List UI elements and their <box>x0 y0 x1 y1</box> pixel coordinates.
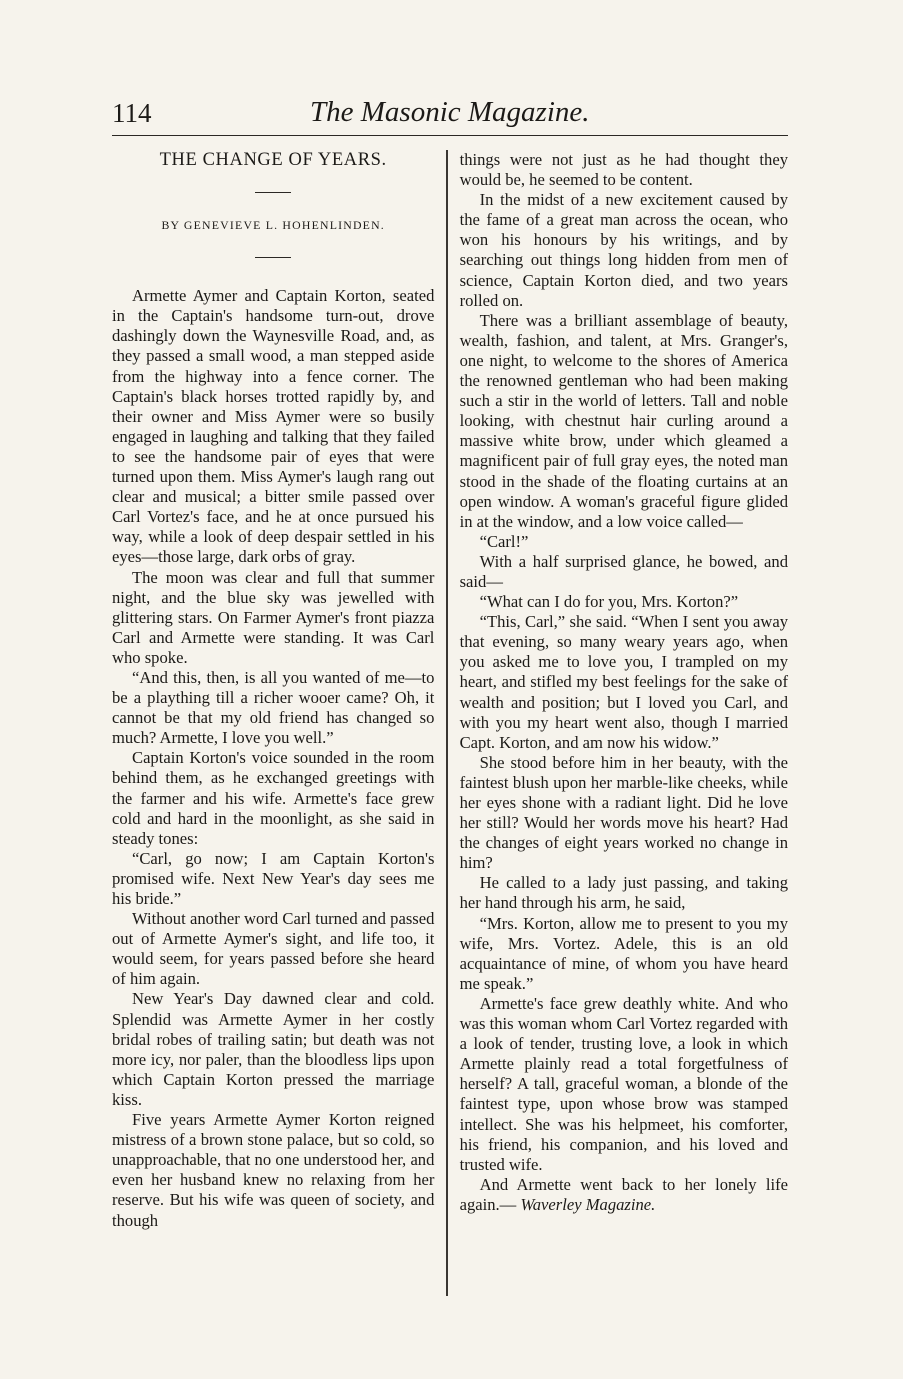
paragraph: “Mrs. Korton, allow me to present to you my wife, Mrs. Vortez. Adele, this is an old acquaintance of mine, of whom you have heard me speak.” <box>459 913 788 993</box>
paragraph: He called to a lady just passing, and taking her hand through his arm, he said, <box>459 873 788 913</box>
running-title: The Masonic Magazine. <box>310 96 590 128</box>
paragraph: Armette's face grew deathly white. And who was this woman whom Carl Vortez regarded with a look of tender, trusting love, a look in which Armette plainly read a total forgetfulness of herself? A tall, graceful woman, a blonde of the faintest type, upon whose brow was stamped intellect. She was his helpmeet, his comforter, his friend, his companion, and his loved and trusted wife. <box>459 993 788 1174</box>
article-columns <box>112 150 788 1296</box>
paragraph: “And this, then, is all you wanted of me—to be a plaything till a richer wooer came? Oh, it cannot be that my old friend has changed so much? Armette, I love you well.” <box>112 667 435 748</box>
closing-paragraph <box>460 1175 788 1215</box>
article-title: THE CHANGE OF YEARS. <box>159 150 387 170</box>
column-divider <box>446 150 447 1296</box>
paragraph: There was a brilliant assemblage of beauty, wealth, fashion, and talent, at Mrs. Granger's, one night, to welcome to the shores of America the renowned gentleman who had been making such a stir in the world of letters. Tall and noble looking, with chestnut hair curling around a massive white brow, under which gleamed a magnificent pair of full gray eyes, the noted man stood in the shade of the floating curtains at an open window. A woman's graceful figure glided in at the window, and a low voice called— <box>459 310 788 531</box>
paragraph: Armette Aymer and Captain Korton, seated in the Captain's handsome turn-out, drove dashingly down the Waynesville Road, and, as they passed a small wood, a man stepped aside from the highway into a fence corner. The Captain's black horses trotted rapidly by, and their owner and Miss Aymer were so busily engaged in laughing and talking that they failed to see the handsome pair of eyes that were turned upon them. Miss Aymer's laugh rang out clear and musical; a bitter smile passed over Carl Vortez's face, and he at once pursued his way, while a look of deep despair settled in his eyes—those large, dark orbs of gray. <box>112 286 435 567</box>
paragraph: Captain Korton's voice sounded in the room behind them, as he exchanged greetings with the farmer and his wife. Armette's face grew cold and hard in the moonlight, as she said in steady tones: <box>112 748 435 848</box>
article-byline: BY GENEVIEVE L. HOHENLINDEN. <box>161 218 385 233</box>
paragraph: Five years Armette Aymer Korton reigned mistress of a brown stone palace, but so cold, so unapproachable, that no one understood her, and even her husband knew no relaxing from her reserve. But his wife was queen of society, and though <box>112 1110 435 1230</box>
page-number: 114 <box>112 98 152 128</box>
source-credit: Waverley Magazine. <box>520 1194 656 1214</box>
left-column <box>112 150 444 1296</box>
paragraph: “Carl!” <box>479 531 529 551</box>
paragraph: New Year's Day dawned clear and cold. Splendid was Armette Aymer in her costly bridal robes of trailing satin; but death was not more icy, nor paler, than the bloodless lips upon which Captain Korton pressed the marriage kiss. <box>112 989 435 1109</box>
paragraph: With a half surprised glance, he bowed, and said— <box>459 551 788 591</box>
paragraph: In the midst of a new excitement caused by the fame of a great man across the ocean, who won his honours by his writings, and by searching out things long hidden from men of science, Captain Korton died, and two years rolled on. <box>459 190 788 310</box>
paragraph: “This, Carl,” she said. “When I sent you away that evening, so many weary years ago, when you asked me to love you, I trampled on my heart, and stifled my best feelings for the sake of wealth and position; but I loved you Carl, and with you my heart went also, though I married Capt. Korton, and am now his widow.” <box>459 612 788 752</box>
paragraph: The moon was clear and full that summer night, and the blue sky was jewelled with glittering stars. On Farmer Aymer's front piazza Carl and Armette were standing. It was Carl who spoke. <box>112 567 435 667</box>
paragraph: “Carl, go now; I am Captain Korton's promised wife. Next New Year's day sees me his bride.” <box>112 848 435 908</box>
paragraph: She stood before him in her beauty, with the faintest blush upon her marble-like cheeks, while her eyes shone with a radiant light. Did he love her still? Would her words move his heart? Had the changes of eight years worked no change in him? <box>459 752 788 873</box>
title-rule <box>255 192 291 193</box>
page-header <box>112 96 788 136</box>
byline-rule <box>255 257 291 258</box>
right-column <box>456 150 788 1296</box>
paragraph: “What can I do for you, Mrs. Korton?” <box>479 592 739 612</box>
paragraph-continuation: things were not just as he had thought they would be, he seemed to be content. <box>459 150 788 190</box>
closing-text: And Armette went back to her lonely life again.— <box>459 1174 788 1214</box>
paragraph: Without another word Carl turned and passed out of Armette Aymer's sight, and life too, it would seem, for years passed before she heard of him again. <box>112 909 435 989</box>
